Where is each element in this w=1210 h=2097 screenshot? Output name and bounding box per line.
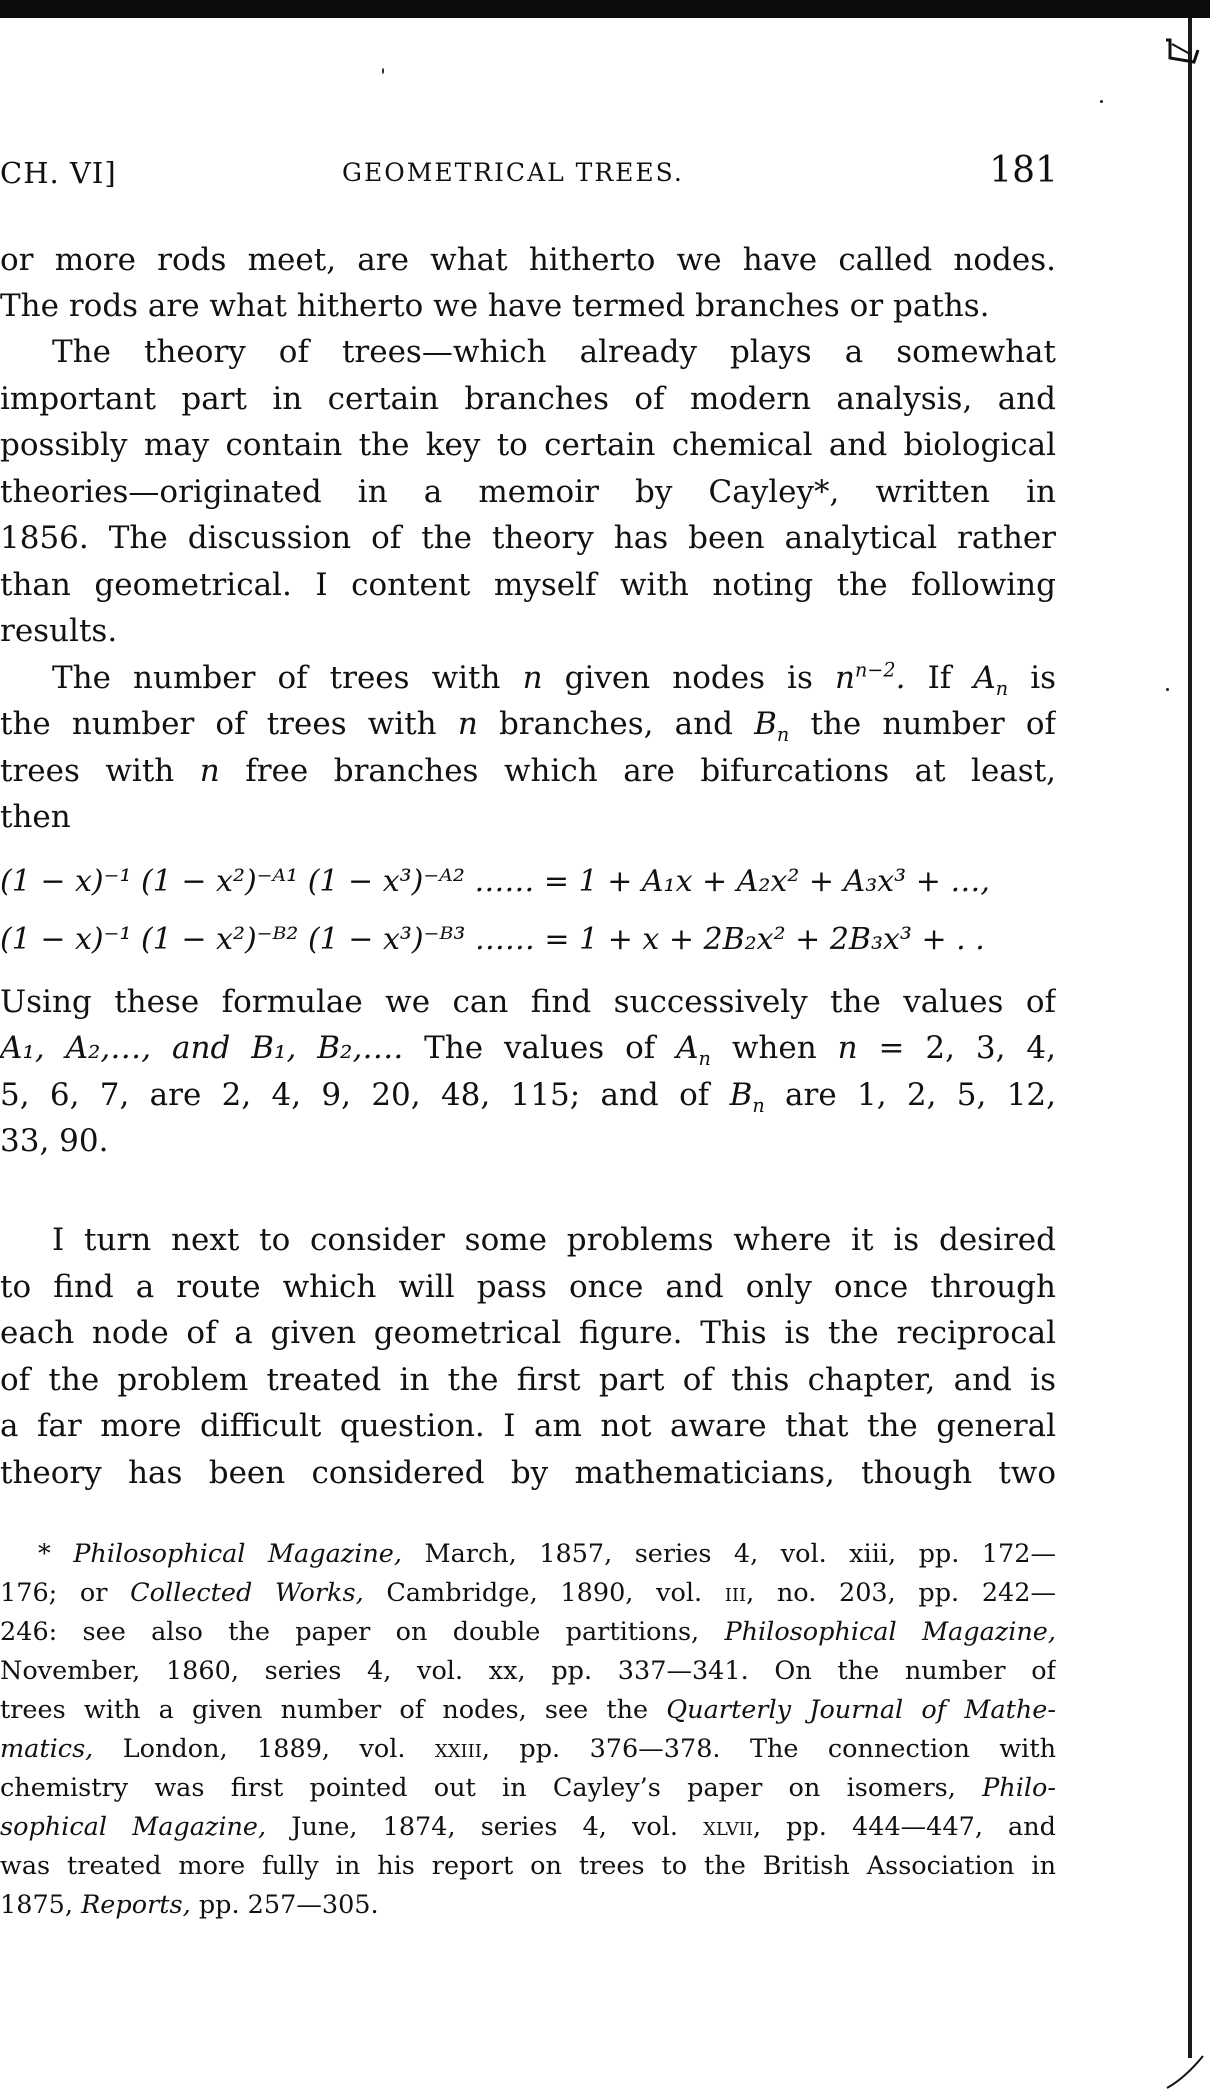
math-expression xyxy=(754,706,790,746)
text-run: Reports, xyxy=(81,1890,191,1920)
text-line xyxy=(0,749,1056,793)
math-expression: $n^{n-2}$. xyxy=(834,658,906,696)
text-line: then xyxy=(0,799,71,835)
text-run: sophical Magazine, xyxy=(0,1812,267,1842)
text-line: Using these formulae we can find successively the values of xyxy=(0,984,1056,1020)
text-run: 5, 6, 7, are 2, 4, 9, 20, 48, 115; and of xyxy=(0,1077,710,1113)
text-line: of the problem treated in the first part of this chapter, and is xyxy=(0,1362,1056,1398)
math-symbol: n xyxy=(522,660,543,696)
text-line: theory has been considered by mathematicians, though two xyxy=(0,1455,1056,1491)
math-symbol: n xyxy=(199,753,220,789)
math-expression xyxy=(729,1077,765,1117)
running-header xyxy=(0,150,1060,200)
math-expression xyxy=(676,1030,711,1070)
text-run: given nodes is xyxy=(564,660,813,696)
text-run: 1875, xyxy=(0,1890,82,1920)
math-subscript: n xyxy=(752,1094,765,1117)
text-line xyxy=(0,1073,1056,1117)
footnote-line xyxy=(0,1769,1056,1808)
footnote-line xyxy=(0,1574,1056,1613)
text-run: The values of xyxy=(424,1030,656,1066)
text-run: pp. 257—305. xyxy=(190,1890,379,1920)
text-run: Philosophical Magazine, xyxy=(73,1539,402,1569)
text-run: Collected Works, xyxy=(130,1578,364,1608)
text-run: London, 1889, vol. xyxy=(93,1734,435,1764)
text-line: 1856. The discussion of the theory has been analytical rather xyxy=(0,520,1056,556)
text-run: chemistry was first pointed out in Cayley’s paper on isomers, xyxy=(0,1773,983,1803)
page-corner-mark xyxy=(1164,36,1200,64)
text-run: , no. 203, pp. 242— xyxy=(746,1578,1056,1608)
text-run: If xyxy=(927,660,952,696)
footnote-line: November, 1860, series 4, vol. xx, pp. 337—341. On the number of xyxy=(0,1656,1056,1686)
text-line xyxy=(0,656,1056,700)
text-run: , pp. 376—378. The connection with xyxy=(481,1734,1056,1764)
top-binding-edge xyxy=(0,0,1210,18)
footnote-line: was treated more fully in his report on trees to the British Association in xyxy=(0,1851,1056,1881)
page-curl-mark xyxy=(1165,2050,1205,2090)
math-exponent: n−2 xyxy=(854,658,896,682)
text-run: when xyxy=(731,1030,817,1066)
footnote-line xyxy=(0,1730,1056,1769)
math-symbol: A xyxy=(676,1030,699,1066)
text-run: the number of trees with xyxy=(0,706,437,742)
text-line xyxy=(0,1026,1056,1070)
text-line: or more rods meet, are what hitherto we have called nodes. xyxy=(0,242,1056,278)
math-expression: A₁, A₂,…, and B₁, B₂,…. xyxy=(0,1030,404,1066)
page-number: 181 xyxy=(989,150,1058,191)
footnote-line xyxy=(0,1886,1056,1925)
footnote-line xyxy=(0,1691,1056,1730)
text-line: than geometrical. I content myself with noting the following xyxy=(0,567,1056,603)
text-run: trees with a given number of nodes, see the xyxy=(0,1695,667,1725)
math-subscript: n xyxy=(995,677,1009,700)
text-run: xlvii xyxy=(703,1812,753,1842)
dust-speck xyxy=(382,68,384,74)
dust-speck xyxy=(1166,688,1169,691)
text-run: , pp. 444—447, and xyxy=(752,1812,1056,1842)
math-expression xyxy=(973,660,1009,700)
text-run: Philo- xyxy=(982,1773,1056,1803)
dust-speck xyxy=(1100,100,1103,103)
math-symbol: n xyxy=(457,706,478,742)
text-run: Philosophical Magazine, xyxy=(724,1617,1056,1647)
text-line: results. xyxy=(0,613,118,649)
math-subscript: n xyxy=(776,723,790,746)
footnote-line xyxy=(0,1808,1056,1847)
math-symbol: n xyxy=(834,660,855,696)
text-line: important part in certain branches of modern analysis, and xyxy=(0,381,1056,417)
text-run: Cambridge, 1890, vol. xyxy=(363,1578,725,1608)
text-line: The rods are what hitherto we have termed branches or paths. xyxy=(0,288,990,324)
text-run: is xyxy=(1030,660,1056,696)
text-run: matics, xyxy=(0,1734,94,1764)
text-run: 176; or xyxy=(0,1578,131,1608)
text-line: to find a route which will pass once and only once through xyxy=(0,1269,1056,1305)
text-line: each node of a given geometrical figure. This is the reciprocal xyxy=(0,1315,1056,1351)
formula-line: (1 − x)⁻¹ (1 − x²)⁻ᴮ² (1 − x³)⁻ᴮ³ …… = 1 + x + 2B₂x² + 2B₃x³ + . . xyxy=(0,922,985,957)
text-line: 33, 90. xyxy=(0,1123,109,1159)
text-run: trees with xyxy=(0,753,175,789)
text-run: xxiii xyxy=(434,1734,482,1764)
footnote-line xyxy=(0,1613,1056,1652)
right-page-edge xyxy=(1188,18,1192,2058)
text-run: Quarterly Journal of Mathe- xyxy=(666,1695,1056,1725)
math-subscript: n xyxy=(698,1047,711,1070)
text-run: 246: see also the paper on double partitions, xyxy=(0,1617,725,1647)
footnote-line xyxy=(0,1535,1056,1574)
math-symbol: n xyxy=(837,1030,858,1066)
text-run: The number of trees with xyxy=(52,660,501,696)
formula-line: (1 − x)⁻¹ (1 − x²)⁻ᴬ¹ (1 − x³)⁻ᴬ² …… = 1 + A₁x + A₂x² + A₃x³ + …, xyxy=(0,864,990,899)
math-symbol: A xyxy=(973,660,996,696)
running-title: GEOMETRICAL TREES. xyxy=(342,158,684,187)
text-run: * xyxy=(38,1539,74,1569)
text-line: theories—originated in a memoir by Cayley*, written in xyxy=(0,474,1056,510)
text-line xyxy=(0,702,1056,746)
text-line: The theory of trees—which already plays a somewhat xyxy=(52,334,1056,370)
text-line: a far more difficult question. I am not aware that the general xyxy=(0,1408,1056,1444)
text-run: June, 1874, series 4, vol. xyxy=(266,1812,704,1842)
text-run: = 2, 3, 4, xyxy=(878,1030,1056,1066)
text-run: free branches which are bifurcations at least, xyxy=(245,753,1056,789)
text-line: I turn next to consider some problems where it is desired xyxy=(52,1222,1056,1258)
text-run: branches, and xyxy=(498,706,733,742)
text-line: possibly may contain the key to certain chemical and biological xyxy=(0,427,1056,463)
text-run: iii xyxy=(724,1578,747,1608)
math-symbol: B xyxy=(754,706,777,742)
math-symbol: B xyxy=(729,1077,753,1113)
text-run: March, 1857, series 4, vol. xiii, pp. 172— xyxy=(401,1539,1056,1569)
text-run: are 1, 2, 5, 12, xyxy=(785,1077,1056,1113)
text-run: the number of xyxy=(810,706,1056,742)
chapter-label: CH. VI] xyxy=(0,156,117,190)
